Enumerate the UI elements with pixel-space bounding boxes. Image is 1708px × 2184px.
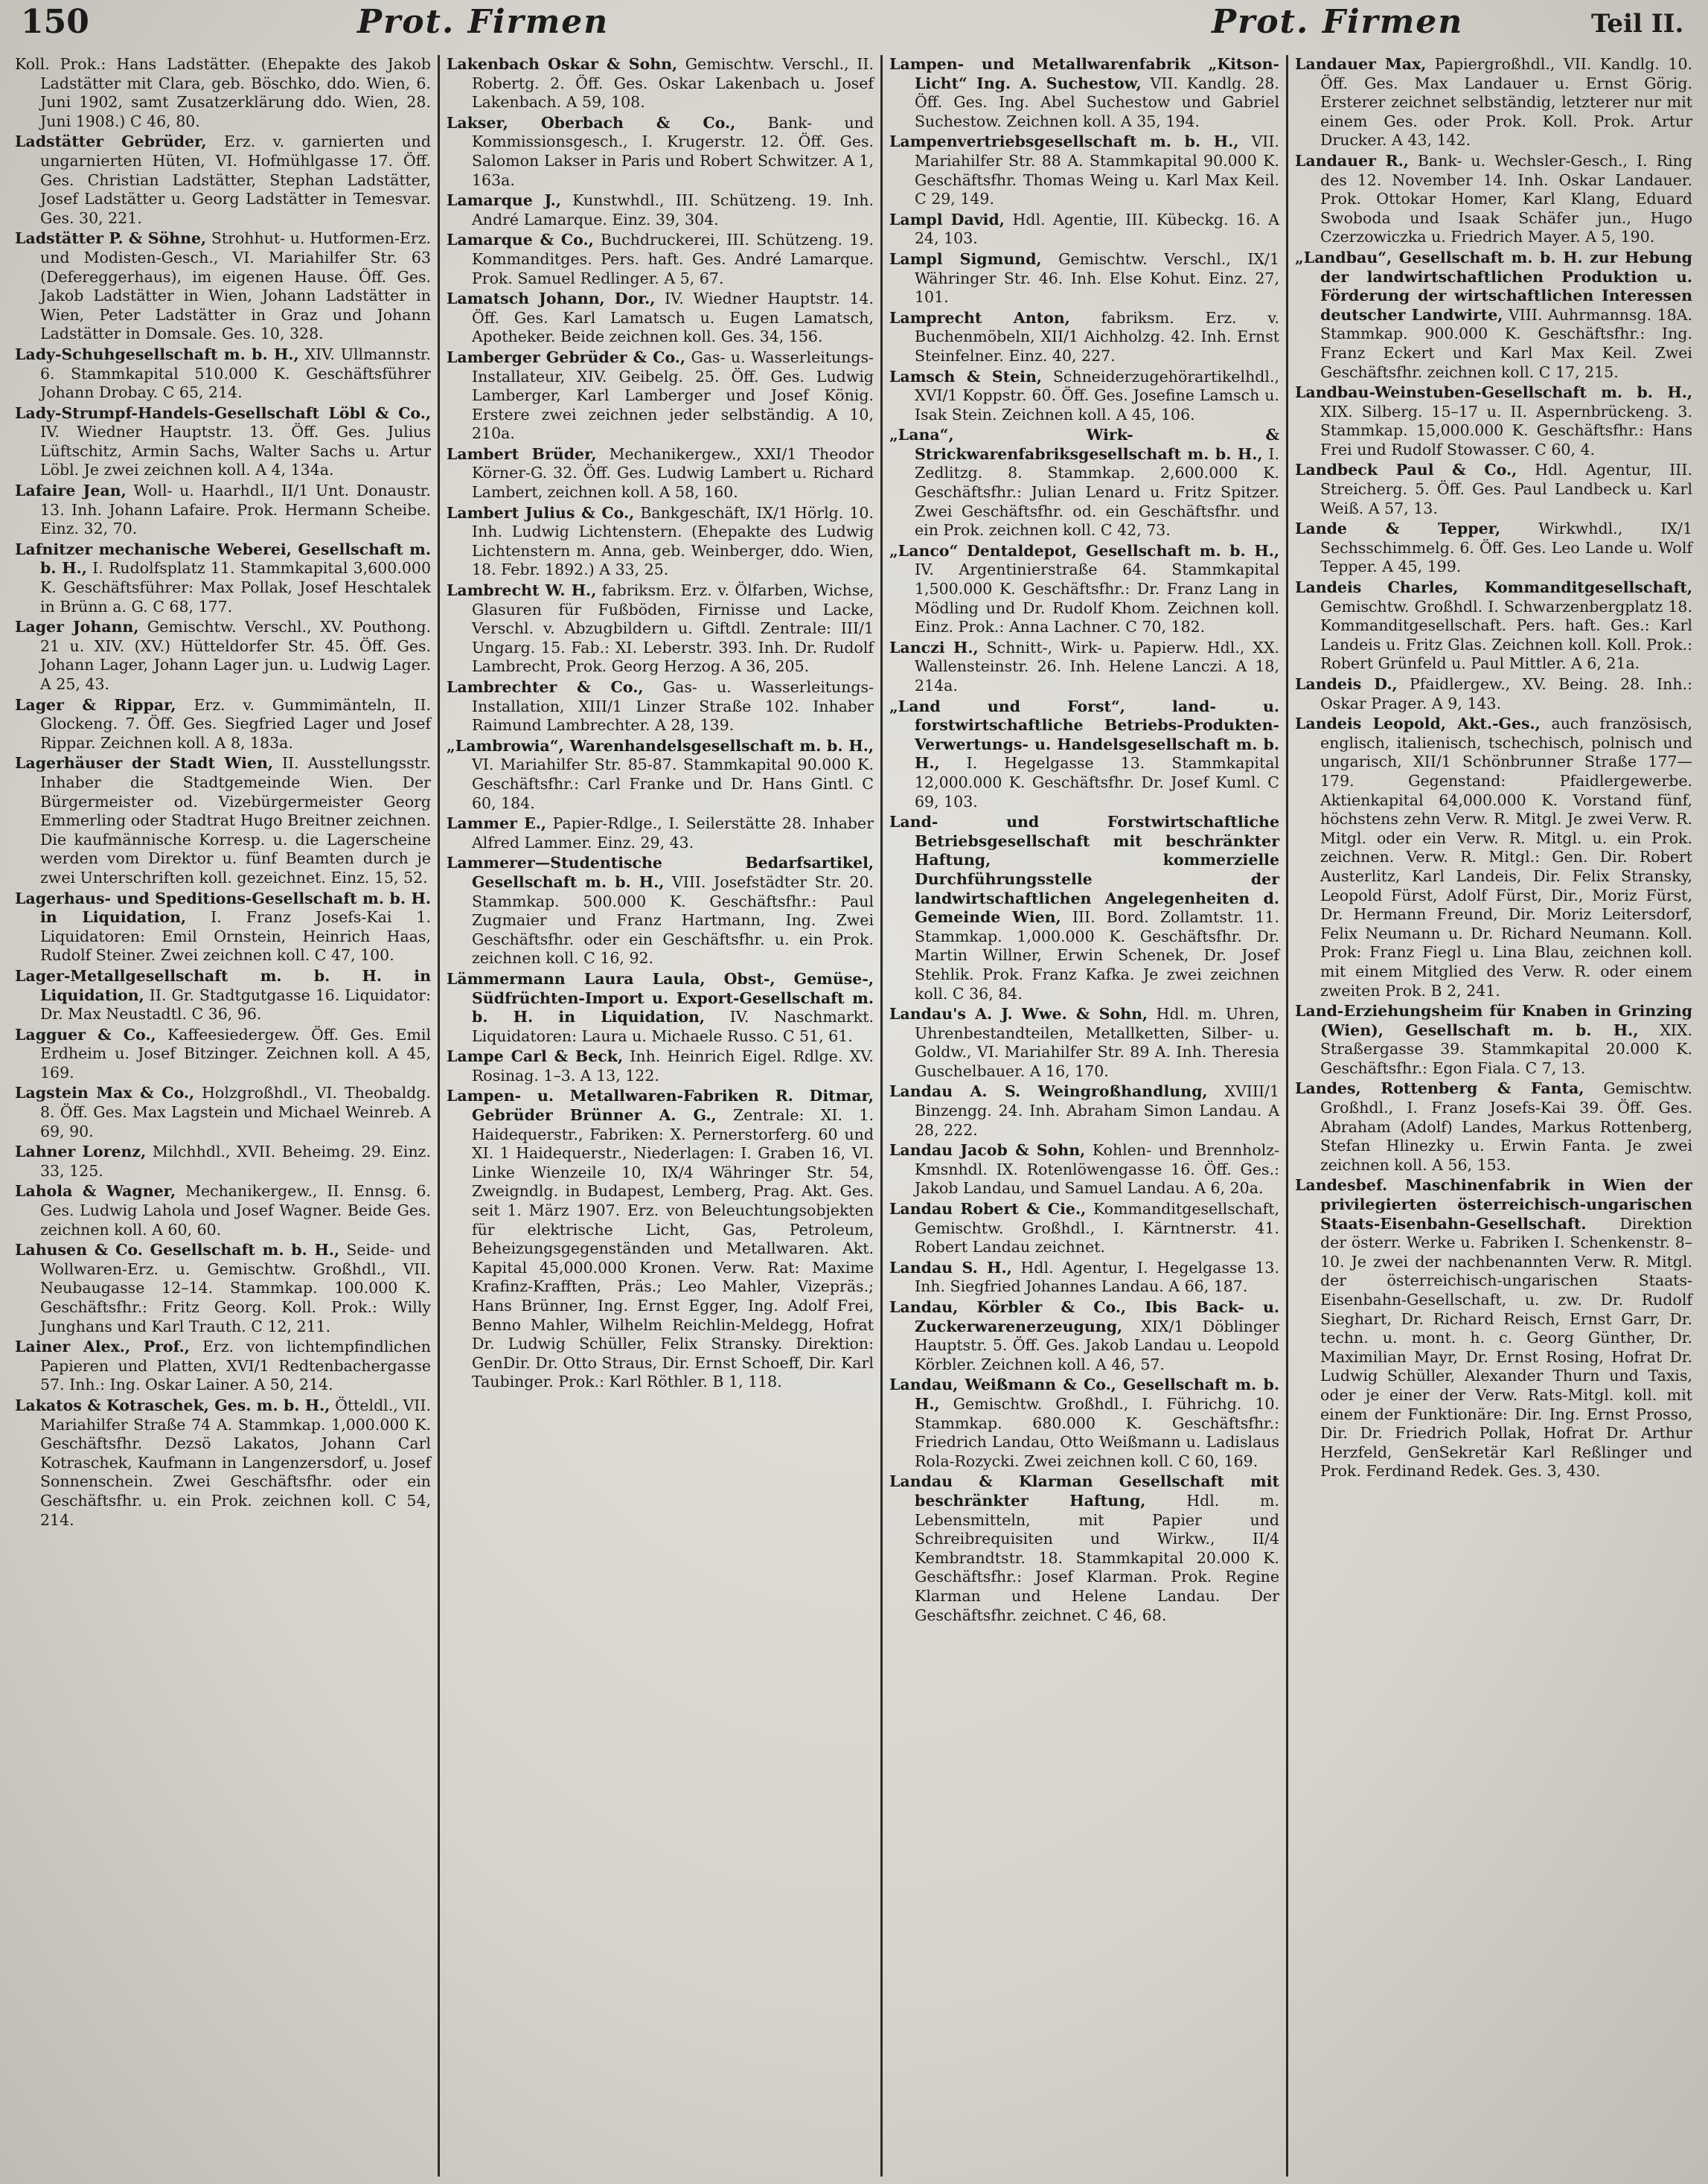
directory-entry	[447, 55, 874, 112]
directory-entry	[15, 229, 431, 344]
firm-name: Landau Jacob & Sohn,	[889, 1141, 1086, 1160]
directory-entry	[1295, 383, 1692, 459]
column-rule	[1286, 55, 1288, 2177]
entry-text: Seide- und Wollwaren-Erz. u. Gemischtw. Großhdl., VII. Neubaugasse 12–14. Stammkap. 100.000 K. Geschäftsfhr.: Fritz Georg. Koll. Prok.: Willy Junghans und Karl Trauth. C 12, 211.	[40, 1241, 431, 1335]
directory-entry	[15, 1143, 431, 1181]
directory-entry	[1295, 578, 1692, 674]
columns	[9, 55, 1698, 2177]
firm-name: Landauer Max,	[1295, 55, 1427, 73]
entry-text: XIV. Ullmannstr. 6. Stammkapital 510.000 K. Geschäftsführer Johann Drobay. C 65, 214.	[40, 345, 431, 402]
directory-entry	[15, 967, 431, 1024]
entry-text: Kaffeesiedergew. Öff. Ges. Emil Erdheim u. Josef Bitzinger. Zeichnen koll. A 45, 169.	[40, 1025, 431, 1082]
firm-name: „Lambrowia“, Warenhandelsgesellschaft m. b. H.,	[447, 736, 874, 755]
directory-entry	[447, 348, 874, 444]
firm-name: Lady-Schuhgesellschaft m. b. H.,	[15, 345, 299, 363]
firm-name: Landeis D.,	[1295, 675, 1398, 693]
firm-name: Lakatos & Kotraschek, Ges. m. b. H.,	[15, 1396, 330, 1414]
entry-text: Milchhdl., XVII. Beheimg. 29. Einz. 33, 125.	[40, 1143, 431, 1180]
directory-entry	[889, 250, 1279, 307]
directory-entry	[447, 678, 874, 735]
firm-name: Lagerhäuser der Stadt Wien,	[15, 754, 274, 773]
entry-text: Woll- u. Haarhdl., II/1 Unt. Donaustr. 13. Inh. Johann Lafaire. Prok. Hermann Scheibe. Einz. 32, 70.	[40, 482, 431, 538]
firm-name: Lampen- und Metallwarenfabrik „Kitson-Licht“ Ing. A. Suchestow,	[889, 55, 1279, 92]
entry-text: Bankgeschäft, IX/1 Hörlg. 10. Inh. Ludwig Lichtenstern. (Ehepakte des Ludwig Lichtenstern m. Anna, geb. Weinberger, ddo. Wien, 18. Febr. 1892.) A 33, 25.	[472, 503, 874, 579]
entry-text: Gemischtw. Verschl., II. Robertg. 2. Öff. Ges. Oskar Lakenbach u. Josef Lakenbach. A 59, 108.	[472, 55, 874, 112]
entry-text: Hdl. m. Lebensmitteln, mit Papier und Schreibrequisiten und Wirkw., II/4 Kembrandtstr. 18. Stammkapital 20.000 K. Geschäftsfhr.: Josef Klarman. Prok. Regine Klarman und Helene Landau. Der Geschäftsfhr. zeichnet. C 46, 68.	[915, 1491, 1279, 1624]
directory-entry	[1295, 715, 1692, 1000]
directory-entry	[889, 368, 1279, 425]
firm-name: Landes, Rottenberg & Fanta,	[1295, 1079, 1584, 1098]
entry-text: Mechanikergew., II. Ennsg. 6. Ges. Ludwig Lahola und Josef Wagner. Beide Ges. zeichnen koll. A 60, 60.	[40, 1182, 431, 1239]
directory-entry	[447, 445, 874, 502]
directory-entry	[15, 1241, 431, 1336]
directory-entry	[1295, 1079, 1692, 1175]
entry-text: I. Zedlitzg. 8. Stammkap. 2,600.000 K. Geschäftsfhr.: Julian Lenard u. Fritz Spitzer. Zwei Geschäftsfhr. od. ein Geschäftsfhr. und ein Prok. zeichnen koll. C 42, 73.	[915, 444, 1279, 540]
firm-name: Landau's A. J. Wwe. & Sohn,	[889, 1005, 1148, 1024]
firm-name: Lakser, Oberbach & Co.,	[447, 113, 736, 132]
directory-entry	[1295, 55, 1692, 150]
entry-text: VII. Kandlg. 28. Öff. Ges. Ing. Abel Suchestow und Gabriel Suchestow. Zeichnen koll. A 35, 194.	[915, 74, 1279, 130]
entry-text: I. Hegelgasse 13. Stammkapital 12,000.000 K. Geschäftsfhr. Dr. Josef Kuml. C 69, 103.	[915, 754, 1279, 811]
entry-text: Kunstwhdl., III. Schützeng. 19. Inh. André Lamarque. Einz. 39, 304.	[472, 191, 874, 229]
running-title-left: Prot. Firmen	[357, 3, 610, 41]
entry-text: Erz. v. garnierten und ungarnierten Hüten, VI. Hofmühlgasse 17. Öff. Ges. Christian Ladstätter, Stephan Ladstätter, Josef Ladstätter u. Georg Ladstätter in Temesvar. Ges. 30, 221.	[40, 132, 432, 227]
firm-name: Lagguer & Co.,	[15, 1025, 156, 1044]
directory-entry	[889, 1005, 1279, 1081]
directory-entry	[15, 1182, 431, 1239]
directory-entry	[889, 1141, 1279, 1198]
firm-name: Lambert Julius & Co.,	[447, 503, 635, 522]
entry-text: XIX. Silberg. 15–17 u. II. Aspernbrückeng. 3. Stammkap. 15,000.000 K. Geschäftsfhr.: Hans Frei und Rudolf Stowasser. C 60, 4.	[1320, 402, 1692, 459]
entry-text: Erz. von lichtempfindlichen Papieren und Platten, XVI/1 Redtenbachergasse 57. Inh.: Ing. Oskar Lainer. A 50, 214.	[40, 1338, 431, 1394]
firm-name: Ladstätter P. & Söhne,	[15, 229, 207, 248]
firm-name: Landbeck Paul & Co.,	[1295, 461, 1517, 479]
entry-text: Gas- u. Wasserleitungs-Installation, XIII/1 Linzer Straße 102. Inhaber Raimund Lambrechter. A 28, 139.	[472, 678, 874, 735]
directory-entry	[889, 542, 1279, 637]
directory-entry	[889, 1298, 1279, 1374]
entry-text: Erz. v. Gummimänteln, II. Glockeng. 7. Öff. Ges. Siegfried Lager und Josef Rippar. Zeichnen koll. A 8, 183a.	[40, 695, 431, 752]
firm-name: Lamarque J.,	[447, 191, 561, 210]
firm-name: Landesbef. Maschinenfabrik in Wien der privilegierten österreichisch-ungarischen Staats-Eisenbahn-Gesellschaft.	[1295, 1176, 1692, 1233]
page-number: 150	[21, 3, 89, 41]
firm-name: Lamprecht Anton,	[889, 308, 1070, 327]
entry-text: Kohlen- und Brennholz-Kmsnhdl. IX. Rotenlöwengasse 16. Öff. Ges.: Jakob Landau, und Samuel Landau. A 6, 20a.	[915, 1141, 1279, 1198]
firm-name: Lager & Rippar,	[15, 695, 176, 714]
firm-name: Lampl Sigmund,	[889, 249, 1042, 268]
entry-text: Mechanikergew., XXI/1 Theodor Körner-G. 32. Öff. Ges. Ludwig Lambert u. Richard Lambert, zeichnen koll. A 58, 160.	[472, 444, 874, 502]
directory-entry	[889, 1082, 1279, 1140]
directory-entry	[15, 132, 431, 228]
entry-text: Hdl. Agentie, III. Kübeckg. 16. A 24, 103.	[915, 210, 1279, 248]
firm-name: Lande & Tepper,	[1295, 520, 1501, 538]
firm-name: Lamberger Gebrüder & Co.,	[447, 348, 686, 366]
directory-entry	[447, 1047, 874, 1085]
column-rule	[880, 55, 883, 2177]
entry-text: VI. Mariahilfer Str. 85-87. Stammkapital 90.000 K. Geschäftsfhr.: Carl Franke und Dr. Hans Gintl. C 60, 184.	[472, 756, 874, 812]
firm-name: „Land und Forst“, land- u. forstwirtschaftliche Betriebs-Produkten-Verwertungs- u. Handelsgesellschaft m. b. H.,	[889, 697, 1279, 773]
entry-text: Wirkwhdl., IX/1 Sechsschimmelg. 6. Öff. Ges. Leo Lande u. Wolf Tepper. A 45, 199.	[1320, 520, 1692, 576]
firm-name: Lammerer—Studentische Bedarfsartikel, Gesellschaft m. b. H.,	[447, 854, 874, 891]
directory-entry	[15, 55, 431, 131]
firm-name: Landeis Charles, Kommanditgesellschaft,	[1295, 578, 1692, 597]
directory-entry	[447, 814, 874, 852]
directory-entry	[889, 639, 1279, 696]
entry-text: Papier-Rdlge., I. Seilerstätte 28. Inhaber Alfred Lammer. Einz. 29, 43.	[472, 814, 874, 852]
column-4	[1289, 55, 1698, 2177]
firm-name: Land-Erziehungsheim für Knaben in Grinzing (Wien), Gesellschaft m. b. H.,	[1295, 1002, 1692, 1039]
entry-text: Hdl. Agentur, I. Hegelgasse 13. Inh. Siegfried Johannes Landau. A 66, 187.	[915, 1258, 1279, 1296]
directory-entry	[15, 890, 431, 965]
running-title-right: Prot. Firmen	[1212, 3, 1464, 41]
directory-entry	[15, 754, 431, 887]
column-rule	[438, 55, 440, 2177]
entry-text: Hdl. m. Uhren, Uhrenbestandteilen, Metallketten, Silber- u. Goldw., VI. Mariahilfer Str. 89 A. Inh. Theresia Guschelbauer. A 16, 170.	[915, 1005, 1279, 1080]
directory-entry	[15, 1026, 431, 1083]
firm-name: Lager Johann,	[15, 618, 139, 636]
firm-name: Landauer R.,	[1295, 151, 1409, 170]
directory-entry	[1295, 675, 1692, 713]
entry-text: IV. Naschmarkt. Liquidatoren: Laura u. Michaele Russo. C 51, 61.	[472, 1008, 874, 1045]
column-3	[883, 55, 1285, 2177]
firm-name: „Lanco“ Dentaldepot, Gesellschaft m. b. H.,	[889, 541, 1279, 560]
firm-name: Lager-Metallgesellschaft m. b. H. in Liquidation,	[15, 966, 431, 1004]
entry-text: Kommanditgesellschaft, Gemischtw. Großhdl., I. Kärntnerstr. 41. Robert Landau zeichnet.	[915, 1200, 1279, 1257]
directory-entry	[15, 1084, 431, 1141]
firm-name: Lafaire Jean,	[15, 482, 127, 500]
firm-name: Lammer E.,	[447, 814, 547, 833]
firm-name: Landau, Körbler & Co., Ibis Back- u. Zuckerwarenerzeugung,	[889, 1298, 1279, 1335]
entry-text: Koll. Prok.: Hans Ladstätter. (Ehepakte des Jakob Ladstätter mit Clara, geb. Böschko, ddo. Wien, 6. Juni 1902, samt Zusatzerklärung ddo. Wien, 28. Juni 1908.) C 46, 80.	[15, 55, 431, 130]
firm-name: Lanczi H.,	[889, 638, 979, 657]
entry-text: VIII. Auhrmannsg. 18A. Stammkap. 900.000 K. Geschäftsfhr.: Ing. Franz Eckert und Karl Max Keil. Zwei Geschäftsfhr. zeichnen koll. C 17, 215.	[1320, 305, 1692, 381]
firm-name: Lamarque & Co.,	[447, 231, 594, 249]
firm-name: Lamsch & Stein,	[889, 367, 1042, 386]
entry-text: IV. Wiedner Hauptstr. 14. Öff. Ges. Karl Lamatsch u. Eugen Lamatsch, Apotheker. Beide zeichnen koll. Ges. 34, 156.	[472, 290, 874, 346]
directory-entry	[1295, 249, 1692, 382]
entry-text: Gas- u. Wasserleitungs-Installateur, XIV. Geibelg. 25. Öff. Ges. Ludwig Lamberger, Karl Lamberger und Josef König. Erstere zwei zeichnen jeder selbständig. A 10, 210a.	[472, 348, 874, 443]
directory-entry	[15, 1396, 431, 1530]
entry-text: fabriksm. Erz. v. Buchenmöbeln, XII/1 Aichholzg. 42. Inh. Ernst Steinfelner. Einz. 40, 227.	[915, 308, 1279, 365]
firm-name: Lambrechter & Co.,	[447, 678, 644, 696]
entry-text: auch französisch, englisch, italienisch, tschechisch, polnisch und ungarisch, XII/1 Schönbrunner Straße 177—179. Gegenstand: Pfaidlergewerbe. Aktienkapital 64,000.000 K. Vorstand fünf, höchstens zehn Verw. R. Mitgl. Je zwei Verw. R. Mitgl. oder ein Verw. R. Mitgl. u. ein Prok. zeichnen. Verw. R. Mitgl.: Gen. Dir. Robert Austerlitz, Karl Landeis, Dir. Felix Stransky, Leopold Fürst, Adolf Fürst, Dir., Moriz Fürst, Dr. Hermann Freund, Dir. Moriz Leitersdorf, Felix Neumann u. Dr. Richard Neumann. Koll. Prok: Franz Fiegl u. Lina Blau, zeichnen koll. mit einem Mitglied des Verw. R. oder einem zweiten Prok. B 2, 241.	[1320, 715, 1692, 1000]
entry-text: Direktion der österr. Werke u. Fabriken I. Schenkenstr. 8–10. Je zwei der nachbenannten Verw. R. Mitgl. der österreichisch-ungarischen Staats-Eisenbahn-Gesellschaft, u. zw. Dr. Rudolf Sieghart, Dr. Richard Reisch, Ernst Garr, Dr. techn. u. mont. h. c. Georg Günther, Dr. Maximilian Mayr, Dr. Ernst Rosing, Hofrat Dr. Ludwig Schüller, Alexander Thurn und Taxis, oder je einer der Verw. Rats-Mitgl. koll. mit einem der Funktionäre: Dir. Ing. Ernst Prosso, Dir. Dr. Friedrich Pollak, Hofrat Dr. Arthur Herzfeld, GenSekretär Karl Reßlinger und Prok. Ferdinand Redek. Ges. 3, 430.	[1320, 1214, 1692, 1481]
firm-name: Landau & Klarman Gesellschaft mit beschränkter Haftung,	[889, 1472, 1279, 1510]
entry-text: Pfaidlergew., XV. Being. 28. Inh.: Oskar Prager. A 9, 143.	[1320, 675, 1692, 712]
column-1	[9, 55, 437, 2177]
firm-name: „Lana“, Wirk- & Strickwarenfabriksgesellschaft m. b. H.,	[889, 426, 1279, 463]
directory-entry	[1295, 520, 1692, 577]
directory-entry	[447, 854, 874, 968]
firm-name: Landau Robert & Cie.,	[889, 1200, 1087, 1219]
entry-text: Strohhut- u. Hutformen-Erz. und Modisten-Gesch., VI. Mariahilfer Str. 63 (Defereggerhaus), im eigenen Hause. Öff. Ges. Jakob Ladstätter in Wien, Johann Ladstätter in Wien, Peter Ladstätter in Graz und Johann Ladstätter in Domsale. Ges. 10, 328.	[40, 229, 432, 343]
entry-text: fabriksm. Erz. v. Ölfarben, Wichse, Glasuren für Fußböden, Firnisse und Lacke, Verschl. v. Abzugbildern u. Giftdl. Zentrale: III/1 Ungarg. 15. Fab.: XI. Leberstr. 393. Inh. Dr. Rudolf Lambrecht, Prok. Georg Herzog. A 36, 205.	[472, 581, 874, 676]
directory-entry	[1295, 1176, 1692, 1481]
entry-text: Gemischtw. Großhdl., I. Führichg. 10. Stammkap. 680.000 K. Geschäftsfhr.: Friedrich Landau, Otto Weißmann u. Ladislaus Rola-Rozycki. Zwei zeichnen koll. C 60, 169.	[915, 1394, 1279, 1470]
directory-entry	[889, 1472, 1279, 1625]
directory-entry	[447, 191, 874, 229]
entry-text: Gemischtw. Verschl., IX/1 Währinger Str. 46. Inh. Else Kohut. Einz. 27, 101.	[915, 249, 1280, 307]
firm-name: Landbau-Weinstuben-Gesellschaft m. b. H.,	[1295, 383, 1692, 402]
column-2	[441, 55, 880, 2177]
directory-entry	[15, 540, 431, 616]
entry-text: IV. Argentinierstraße 64. Stammkapital 1,500.000 K. Geschäftsfhr.: Dr. Franz Lang in Mödling und Dr. Rudolf Khom. Zeichnen koll. Einz. Prok.: Anna Lachner. C 70, 182.	[915, 561, 1279, 636]
directory-entry	[447, 1087, 874, 1392]
firm-name: Lahola & Wagner,	[15, 1182, 176, 1201]
entry-text: VII. Mariahilfer Str. 88 A. Stammkapital 90.000 K. Geschäftsfhr. Thomas Weing u. Karl Max Keil. C 29, 149.	[915, 132, 1279, 208]
directory-entry	[889, 309, 1279, 366]
entry-text: Papiergroßhdl., VII. Kandlg. 10. Öff. Ges. Max Landauer u. Ernst Görig. Ersterer zeichnet selbständig, letzterer nur mit einem Ges. oder Prok. Koll. Prok. Artur Drucker. A 43, 142.	[1320, 55, 1692, 150]
firm-name: Lämmermann Laura Laula, Obst-, Gemüse-, Südfrüchten-Import u. Export-Gesellschaft m. b. H. in Liquidation,	[447, 969, 874, 1026]
directory-entry	[447, 581, 874, 677]
firm-name: Landeis Leopold, Akt.-Ges.,	[1295, 715, 1541, 733]
directory-entry	[447, 970, 874, 1046]
firm-name: Landau, Weißmann & Co., Gesellschaft m. b. H.,	[889, 1376, 1279, 1413]
entry-text: Bank- und Kommissionsgesch., I. Krugerstr. 12. Öff. Ges. Salomon Lakser in Paris und Robert Schwitzer. A 1, 163a.	[472, 113, 874, 189]
firm-name: Lainer Alex., Prof.,	[15, 1338, 190, 1356]
entry-text: XIX/1 Döblinger Hauptstr. 5. Öff. Ges. Jakob Landau u. Leopold Körbler. Zeichnen koll. A 46, 57.	[915, 1317, 1279, 1373]
directory-entry	[1295, 461, 1692, 518]
directory-entry	[15, 345, 431, 403]
entry-text: IV. Wiedner Hauptstr. 13. Öff. Ges. Julius Lüftschitz, Armin Sachs, Walter Sachs u. Artur Löbl. Je zwei zeichnen koll. A 4, 134a.	[40, 423, 431, 479]
entry-text: II. Ausstellungsstr. Inhaber die Stadtgemeinde Wien. Der Bürgermeister od. Vizebürgermeister Georg Emmerling oder Stadtrat Hugo Breitner zeichnen. Die kaufmännische Korresp. u. die Lagerscheine werden vom Direktor u. fünf Beamten durch je zwei Unterschriften koll. gezeichnet. Einz. 15, 52.	[40, 754, 431, 887]
firm-name: Lamatsch Johann, Dor.,	[447, 290, 656, 308]
entry-text: Schnitt-, Wirk- u. Papierw. Hdl., XX. Wallensteinstr. 26. Inh. Helene Lanczi. A 18, 214a.	[915, 638, 1279, 695]
firm-name: Lampe Carl & Beck,	[447, 1047, 624, 1066]
entry-text: Zentrale: XI. 1. Haidequerstr., Fabriken: X. Pernerstorferg. 60 und XI. 1 Haidequerstr., Niederlagen: I. Graben 16, VI. Linke Wienzeile 10, IX/4 Währinger Str. 54, Zweigndlg. in Budapest, Lemberg, Prag. Akt. Ges. seit 1. März 1907. Erz. von Beleuchtungsobjekten für elektrische Licht, Gas, Petroleum, Beheizungsgegenständen und Metallwaren. Akt. Kapital 45,000.000 Kronen. Verw. Rat: Maxime Krafinz-Krafften, Präs.; Leo Mahler, Vizepräs.; Hans Brünner, Ing. Ernst Egger, Ing. Adolf Frei, Benno Mahler, Wilhelm Reichlin-Meldegg, Hofrat Dr. Ludwig Schüller, Felix Stransky. Direktion: GenDir. Dr. Otto Straus, Dir. Ernst Schoeff, Dir. Karl Taubinger. Prok.: Karl Röthler. B 1, 118.	[472, 1106, 874, 1391]
firm-name: Lahner Lorenz,	[15, 1143, 147, 1161]
directory-entry	[889, 697, 1279, 812]
entry-text: VIII. Josefstädter Str. 20. Stammkap. 500.000 K. Geschäftsfhr.: Paul Zugmaier und Franz Hartmann, Ing. Zwei Geschäftsfhr. oder ein Geschäftsfhr. u. ein Prok. zeichnen koll. C 16, 92.	[472, 872, 874, 968]
entry-text: III. Bord. Zollamtstr. 11. Stammkap. 1,000.000 K. Geschäftsfhr. Dr. Martin Willner, Erwin Schenek, Dr. Josef Stehlik. Prok. Franz Kafka. Je zwei zeichnen koll. C 36, 84.	[915, 908, 1279, 1003]
directory-entry	[15, 1338, 431, 1395]
entry-text: Schneiderzugehörartikelhdl., XVI/1 Koppstr. 60. Öff. Ges. Josefine Lamsch u. Isak Stein. Zeichnen koll. A 45, 106.	[915, 367, 1279, 424]
firm-name: Landau A. S. Weingroßhandlung,	[889, 1082, 1208, 1101]
firm-name: Lambrecht W. H.,	[447, 581, 597, 600]
firm-name: Ladstätter Gebrüder,	[15, 132, 207, 151]
entry-text: Bank- u. Wechsler-Gesch., I. Ring des 12. November 14. Inh. Oskar Landauer. Prok. Ottokar Homer, Karl Klang, Eduard Swoboda und Isaak Schäfer jun., Hugo Czerzowiczka u. Friedrich Mayer. A 5, 190.	[1320, 151, 1693, 246]
firm-name: Landau S. H.,	[889, 1258, 1012, 1277]
directory-entry	[889, 1376, 1279, 1471]
entry-text: Holzgroßhdl., VI. Theobaldg. 8. Öff. Ges. Max Lagstein und Michael Weinreb. A 69, 90.	[40, 1084, 432, 1140]
directory-entry	[447, 737, 874, 813]
firm-name: Lambert Brüder,	[447, 444, 597, 463]
firm-name: Lafnitzer mechanische Weberei, Gesellschaft m. b. H.,	[15, 540, 431, 578]
directory-entry	[1295, 152, 1692, 247]
entry-text: Ötteldl., VII. Mariahilfer Straße 74 A. Stammkap. 1,000.000 K. Geschäftsfhr. Dezsö Lakatos, Johann Carl Kotraschek, Kaufmann in Langenzersdorf, u. Josef Sonnenschein. Zwei Geschäftsfhr. oder ein Geschäftsfhr. u. ein Prok. zeichnen koll. C 54, 214.	[40, 1396, 431, 1529]
entry-text: XIX. Straßergasse 39. Stammkapital 20.000 K. Geschäftsfhr.: Egon Fiala. C 7, 13.	[1320, 1021, 1692, 1077]
firm-name: Lampl David,	[889, 210, 1005, 229]
entry-text: Buchdruckerei, III. Schützeng. 19. Kommanditges. Pers. haft. Ges. André Lamarque. Prok. Samuel Redlinger. A 5, 67.	[472, 231, 874, 287]
directory-entry	[447, 290, 874, 347]
entry-text: XVIII/1 Binzengg. 24. Inh. Abraham Simon Landau. A 28, 222.	[915, 1082, 1279, 1139]
directory-entry	[889, 211, 1279, 249]
directory-entry	[1295, 1002, 1692, 1078]
firm-name: Lagstein Max & Co.,	[15, 1084, 195, 1102]
entry-text: Gemischtw. Verschl., XV. Pouthong. 21 u. XIV. (XV.) Hütteldorfer Str. 45. Öff. Ges. Johann Lager, Johann Lager jun. u. Ludwig Lager. A 25, 43.	[40, 618, 431, 693]
directory-entry	[889, 1200, 1279, 1257]
directory-entry	[15, 618, 431, 694]
firm-name: Lampenvertriebsgesellschaft m. b. H.,	[889, 132, 1239, 151]
firm-name: Lahusen & Co. Gesellschaft m. b. H.,	[15, 1241, 340, 1259]
firm-name: Lakenbach Oskar & Sohn,	[447, 55, 678, 73]
directory-entry	[447, 504, 874, 580]
directory-entry	[15, 482, 431, 539]
directory-entry	[889, 426, 1279, 540]
firm-name: Lampen- u. Metallwaren-Fabriken R. Ditmar, Gebrüder Brünner A. G.,	[447, 1087, 874, 1125]
directory-entry	[889, 132, 1279, 208]
entry-text: Gemischtw. Großhdl. I. Schwarzenbergplatz 18. Kommanditgesellschaft. Pers. haft. Ges.: Karl Landeis u. Fritz Glas. Zeichnen koll. Koll. Prok.: Robert Grünfeld u. Paul Mittler. A 6, 21a.	[1320, 597, 1692, 673]
directory-entry	[889, 813, 1279, 1003]
directory-entry	[15, 696, 431, 753]
directory-entry	[15, 404, 431, 480]
directory-entry	[447, 231, 874, 288]
firm-name: Land- und Forstwirtschaftliche Betriebsgesellschaft mit beschränkter Haftung, kommerzielle Durchführungsstelle der landwirtschaftlichen Angelegenheiten d. Gemeinde Wien,	[889, 813, 1279, 927]
entry-text: Hdl. Agentur, III. Streicherg. 5. Öff. Ges. Paul Landbeck u. Karl Weiß. A 57, 13.	[1320, 461, 1692, 517]
directory-entry	[447, 114, 874, 190]
directory-entry	[889, 55, 1279, 131]
entry-text: I. Franz Josefs-Kai 1. Liquidatoren: Emil Ornstein, Heinrich Haas, Rudolf Steiner. Zwei zeichnen koll. C 47, 100.	[40, 908, 431, 965]
directory-entry	[889, 1259, 1279, 1297]
firm-name: Lady-Strumpf-Handels-Gesellschaft Löbl & Co.,	[15, 403, 431, 422]
firm-name: „Landbau“, Gesellschaft m. b. H. zur Hebung der landwirtschaftlichen Produktion u. Förderung der wirtschaftlichen Interessen deutscher Landwirte,	[1295, 248, 1692, 324]
entry-text: Gemischtw. Großhdl., I. Franz Josefs-Kai 39. Öff. Ges. Abraham (Adolf) Landes, Markus Rottenberg, Stefan Hlinezky u. Erwin Fanta. Je zwei zeichnen koll. A 56, 153.	[1320, 1079, 1693, 1174]
entry-text: I. Rudolfsplatz 11. Stammkapital 3,600.000 K. Geschäftsführer: Max Pollak, Josef Heschtalek in Brünn a. G. C 68, 177.	[40, 559, 431, 616]
part-label: Teil II.	[1591, 9, 1684, 39]
entry-text: II. Gr. Stadtgutgasse 16. Liquidator: Dr. Max Neustadtl. C 36, 96.	[40, 986, 431, 1024]
firm-name: Lagerhaus- und Speditions-Gesellschaft m. b. H. in Liquidation,	[15, 889, 431, 927]
entry-text: Inh. Heinrich Eigel. Rdlge. XV. Rosinag. 1–3. A 13, 122.	[472, 1047, 874, 1085]
page-header	[0, 0, 1708, 54]
